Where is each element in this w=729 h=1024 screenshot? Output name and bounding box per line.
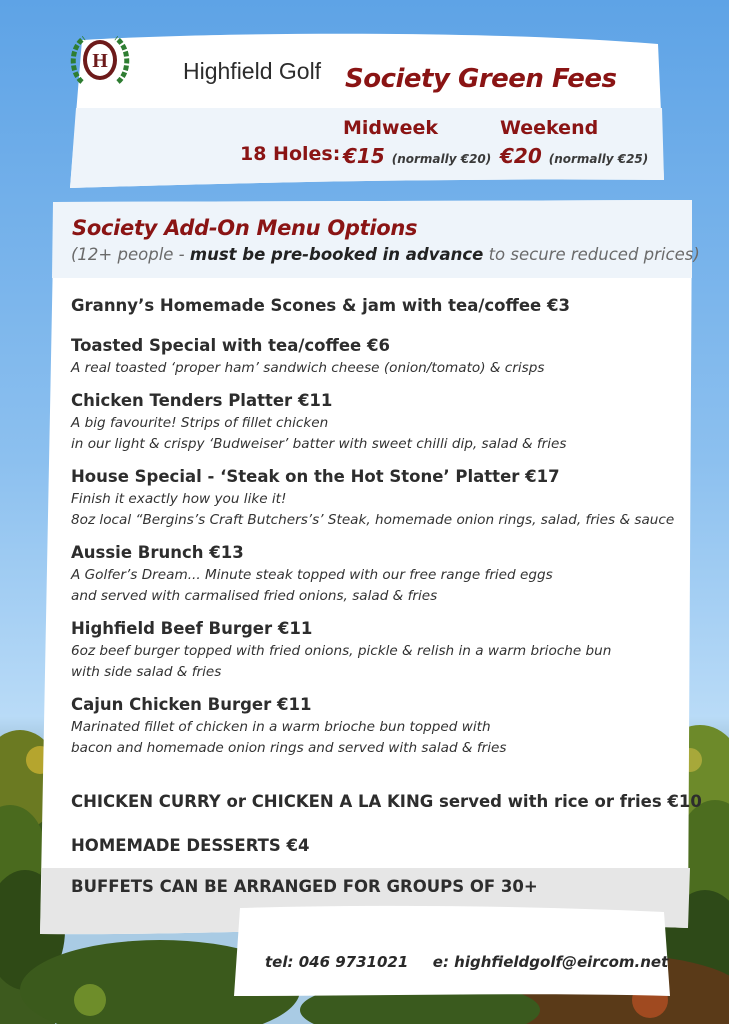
- highfield-golf-logo-icon: [68, 30, 132, 90]
- curry-item: CHICKEN CURRY or CHICKEN A LA KING served with rice or fries €10: [71, 792, 702, 811]
- menu-item-description: and served with carmalised fried onions, salad & fries: [71, 588, 438, 604]
- menu-item-title: Cajun Chicken Burger €11: [71, 695, 312, 714]
- menu-item-description: A big favourite! Strips of fillet chicken: [71, 415, 329, 431]
- menu-item-title: Aussie Brunch €13: [71, 543, 244, 562]
- weekend-price: [500, 144, 648, 168]
- menu-item-title: Granny’s Homemade Scones & jam with tea/coffee €3: [71, 296, 570, 315]
- buffet-note: BUFFETS CAN BE ARRANGED FOR GROUPS OF 30+: [71, 877, 538, 896]
- menu-item-description: bacon and homemade onion rings and served with salad & fries: [71, 740, 507, 756]
- menu-item: [71, 465, 691, 531]
- weekend-price-value: €20: [500, 144, 542, 168]
- addon-menu-card: [40, 200, 702, 940]
- menu-item: [71, 541, 691, 607]
- menu-item-description: with side salad & fries: [71, 664, 222, 680]
- contact-box: [232, 904, 672, 1000]
- menu-item-title: Toasted Special with tea/coffee €6: [71, 336, 390, 355]
- midweek-price-value: €15: [343, 144, 385, 168]
- menu-item-description: Finish it exactly how you like it!: [71, 491, 287, 507]
- menu-item-description: in our light & crispy ‘Budweiser’ batter with sweet chilli dip, salad & fries: [71, 436, 567, 452]
- contact-line: [265, 953, 668, 971]
- menu-item-description: 8oz local “Bergins’s Craft Butchers’s’ Steak, homemade onion rings, salad, fries & sauce: [71, 512, 675, 528]
- menu-item-description: 6oz beef burger topped with fried onions, pickle & relish in a warm brioche bun: [71, 643, 612, 659]
- menu-item: [71, 617, 691, 683]
- menu-item-title: House Special - ‘Steak on the Hot Stone’ Platter €17: [71, 467, 560, 486]
- holes-label: 18 Holes:: [240, 143, 341, 165]
- menu-item-description: A Golfer’s Dream... Minute steak topped with our free range fried eggs: [71, 567, 553, 583]
- menu-items-list: [71, 294, 691, 769]
- menu-item: [71, 294, 691, 318]
- menu-item-title: Highfield Beef Burger €11: [71, 619, 313, 638]
- weekend-price-note: (normally €25): [548, 152, 649, 166]
- desserts-item: HOMEMADE DESSERTS €4: [71, 836, 310, 855]
- menu-item: [71, 389, 691, 455]
- midweek-price: [343, 144, 491, 168]
- midweek-label: Midweek: [343, 117, 438, 139]
- contact-box-shape: [232, 904, 672, 1000]
- brand-name: Highfield Golf: [183, 58, 322, 84]
- addon-menu-subtitle: (12+ people - must be pre-booked in advance to secure reduced prices): [71, 245, 700, 264]
- menu-item-description: Marinated fillet of chicken in a warm brioche bun topped with: [71, 719, 491, 735]
- email-address[interactable]: e: highfieldgolf@eircom.net: [432, 953, 669, 971]
- page-title: Society Green Fees: [345, 64, 617, 94]
- svg-text:H: H: [92, 50, 108, 72]
- menu-item: [71, 693, 691, 759]
- phone-number[interactable]: tel: 046 9731021: [265, 953, 409, 971]
- menu-item: [71, 334, 691, 379]
- menu-item-title: Chicken Tenders Platter €11: [71, 391, 333, 410]
- weekend-label: Weekend: [500, 117, 599, 139]
- addon-menu-title: Society Add-On Menu Options: [72, 216, 418, 240]
- menu-item-description: A real toasted ‘proper ham’ sandwich cheese (onion/tomato) & crisps: [71, 360, 545, 376]
- midweek-price-note: (normally €20): [391, 152, 492, 166]
- green-fees-card: [68, 30, 668, 190]
